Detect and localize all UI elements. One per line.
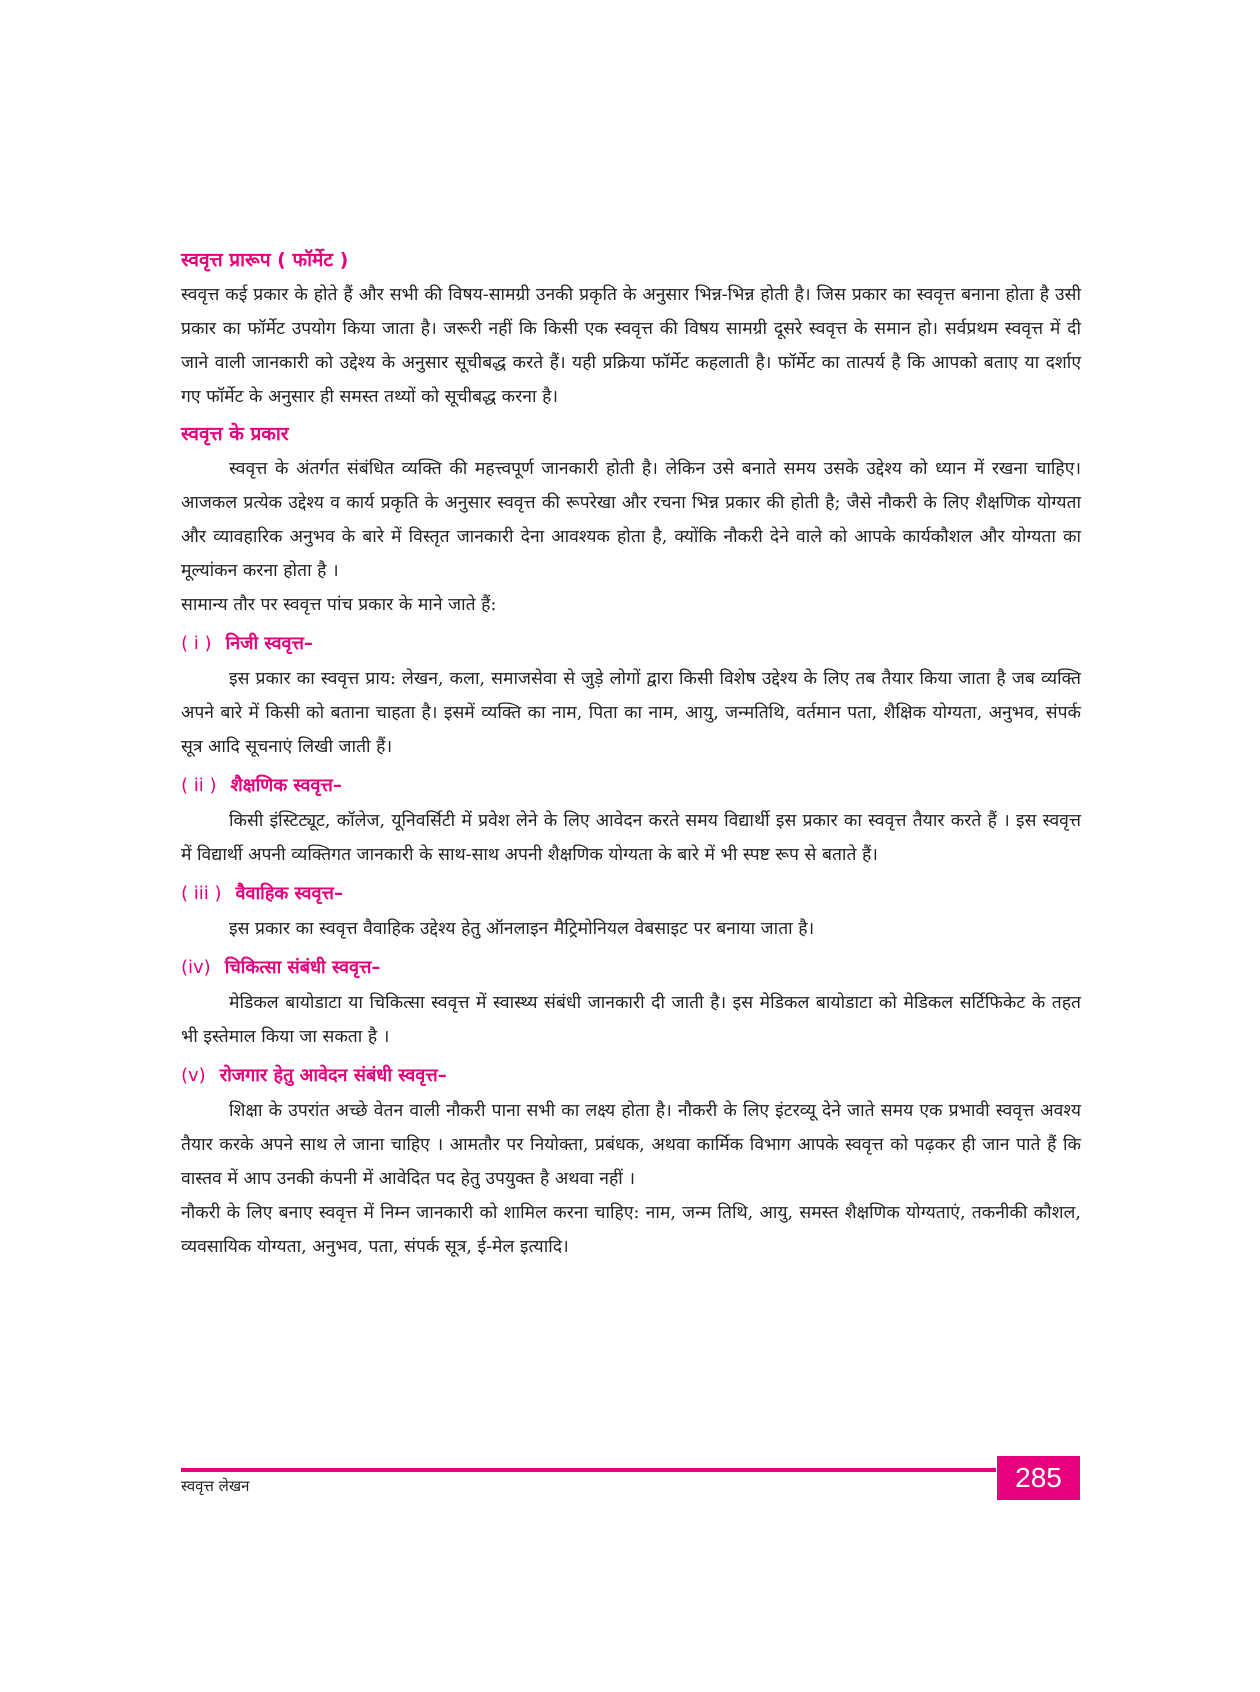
type-paragraph: इस प्रकार का स्ववृत्त वैवाहिक उद्देश्य हेतु ऑनलाइन मैट्रिमोनियल वेबसाइट पर बनाया जाता है। — [229, 919, 815, 939]
type-title: शैक्षणिक स्ववृत्त– — [230, 775, 342, 796]
type-title: वैवाहिक स्ववृत्त– — [235, 883, 343, 904]
type-heading-2 — [181, 772, 1081, 800]
page-content — [181, 246, 1081, 1264]
type-heading-3 — [181, 880, 1081, 908]
type-number: ( i ) — [181, 633, 212, 654]
type-title: रोजगार हेतु आवेदन संबंधी स्ववृत्त– — [219, 1065, 447, 1086]
footer-rule — [181, 1468, 996, 1472]
type-paragraph: इस प्रकार का स्ववृत्त प्राय: लेखन, कला, समाजसेवा से जुड़े लोगों द्वारा किसी विशेष उद्देश्य के लिए तब तैयार किया जाता है जब व्यक्ति अपने बारे में किसी को बताना चाहता है। इसमें व्यक्ति का नाम, पिता का नाम, आयु, जन्मतिथि, वर्तमान पता, शैक्षिक योग्यता, अनुभव, संपर्क सूत्र आदि सूचनाएं लिखी जाती हैं। — [181, 669, 1081, 757]
format-paragraph: स्ववृत्त कई प्रकार के होते हैं और सभी की विषय-सामग्री उनकी प्रकृति के अनुसार भिन्न-भिन्न होती है। जिस प्रकार का स्ववृत्त बनाना होता है उसी प्रकार का फॉर्मेट उपयोग किया जाता है। जरूरी नहीं कि किसी एक स्ववृत्त की विषय सामग्री दूसरे स्ववृत्त के समान हो। सर्वप्रथम स्ववृत्त में दी जाने वाली जानकारी को उद्देश्य के अनुसार सूचीबद्ध करते हैं। यही प्रक्रिया फॉर्मेट कहलाती है। फॉर्मेट का तात्पर्य है कि आपको बताए या दर्शाए गए फॉर्मेट के अनुसार ही समस्त तथ्यों को सूचीबद्ध करना है। — [181, 285, 1081, 407]
types-intro: सामान्य तौर पर स्ववृत्त पांच प्रकार के माने जाते हैं: — [181, 595, 497, 615]
type-title: चिकित्सा संबंधी स्ववृत्त– — [224, 957, 381, 978]
page-number: 285 — [997, 1456, 1080, 1500]
types-heading: स्ववृत्त के प्रकार — [181, 423, 289, 445]
type-heading-4 — [181, 954, 1081, 982]
type-heading-5 — [181, 1062, 1081, 1090]
type-paragraph: मेडिकल बायोडाटा या चिकित्सा स्ववृत्त में स्वास्थ्य संबंधी जानकारी दी जाती है। इस मेडिकल बायोडाटा को मेडिकल सर्टिफिकेट के तहत भी इस्तेमाल किया जा सकता है । — [181, 993, 1081, 1047]
type-heading-1 — [181, 630, 1081, 658]
type-number: ( iii ) — [181, 883, 222, 904]
footer-chapter-label: स्ववृत्त लेखन — [181, 1477, 250, 1495]
type-number: (v) — [181, 1065, 206, 1086]
types-paragraph: स्ववृत्त के अंतर्गत संबंधित व्यक्ति की महत्त्वपूर्ण जानकारी होती है। लेकिन उसे बनाते समय उसके उद्देश्य को ध्यान में रखना चाहिए। आजकल प्रत्येक उद्देश्य व कार्य प्रकृति के अनुसार स्ववृत्त की रूपरेखा और रचना भिन्न प्रकार की होती है; जैसे नौकरी के लिए शैक्षणिक योग्यता और व्यावहारिक अनुभव के बारे में विस्तृत जानकारी देना आवश्यक होता है, क्योंकि नौकरी देने वाले को आपके कार्यकौशल और योग्यता का मूल्यांकन करना होता है । — [181, 459, 1081, 581]
type-number: (iv) — [181, 957, 211, 978]
type-number: ( ii ) — [181, 775, 217, 796]
type-paragraph-extra: नौकरी के लिए बनाए स्ववृत्त में निम्न जानकारी को शामिल करना चाहिए: नाम, जन्म तिथि, आयु, समस्त शैक्षणिक योग्यताएं, तकनीकी कौशल, व्यवसायिक योग्यता, अनुभव, पता, संपर्क सूत्र, ई-मेल इत्यादि। — [181, 1203, 1081, 1257]
type-paragraph: शिक्षा के उपरांत अच्छे वेतन वाली नौकरी पाना सभी का लक्ष्य होता है। नौकरी के लिए इंटरव्यू देने जाते समय एक प्रभावी स्ववृत्त अवश्य तैयार करके अपने साथ ले जाना चाहिए । आमतौर पर नियोक्ता, प्रबंधक, अथवा कार्मिक विभाग आपके स्ववृत्त को पढ़कर ही जान पाते हैं कि वास्तव में आप उनकी कंपनी में आवेदित पद हेतु उपयुक्त है अथवा नहीं । — [181, 1101, 1081, 1189]
type-title: निजी स्ववृत्त– — [225, 633, 313, 654]
type-paragraph: किसी इंस्टिट्यूट, कॉलेज, यूनिवर्सिटी में प्रवेश लेने के लिए आवेदन करते समय विद्यार्थी इस प्रकार का स्ववृत्त तैयार करते हैं । इस स्ववृत्त में विद्यार्थी अपनी व्यक्तिगत जानकारी के साथ-साथ अपनी शैक्षणिक योग्यता के बारे में भी स्पष्ट रूप से बताते हैं। — [181, 811, 1081, 865]
format-heading: स्ववृत्त प्रारूप ( फॉर्मेट ) — [181, 249, 349, 271]
